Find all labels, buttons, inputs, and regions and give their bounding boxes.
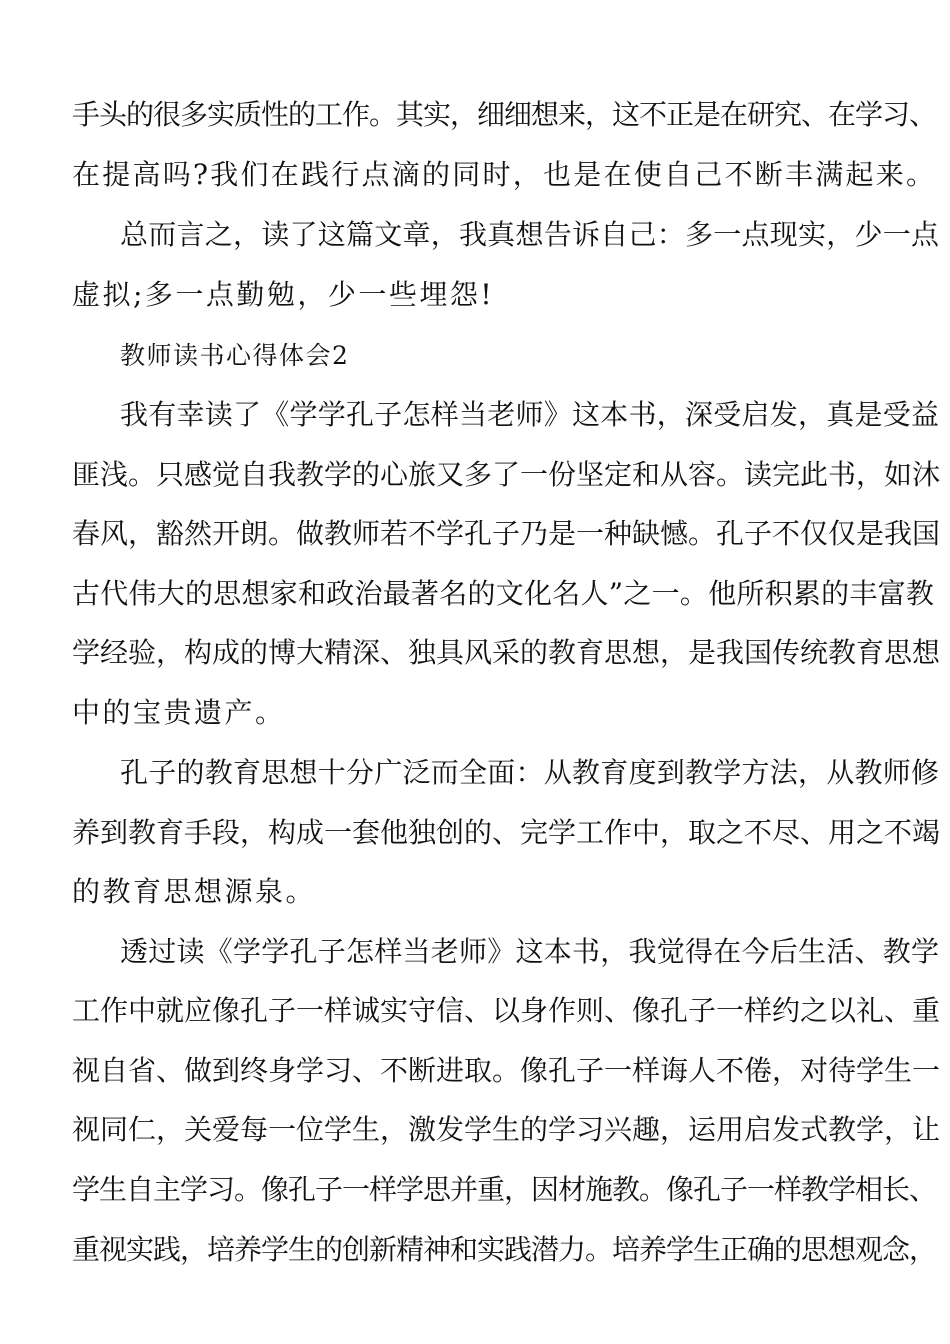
- text-line: 匪浅。只感觉自我教学的心旅又多了一份坚定和从容。读完此书，如沐: [72, 458, 941, 491]
- text-line: 工作中就应像孔子一样诚实守信、以身作则、像孔子一样约之以礼、重: [72, 994, 941, 1027]
- text-line: 学生自主学习。像孔子一样学思并重，因材施教。像孔子一样教学相长、: [72, 1173, 937, 1206]
- paragraph-start-line: 孔子的教育思想十分广泛而全面：从教育度到教学方法，从教师修: [120, 756, 940, 789]
- paragraph-start-line: 我有幸读了《学学孔子怎样当老师》这本书，深受启发，真是受益: [120, 398, 940, 431]
- paragraph-start-line: 透过读《学学孔子怎样当老师》这本书，我觉得在今后生活、教学: [120, 935, 940, 968]
- text-line: 中的宝贵遗产。: [72, 696, 286, 729]
- text-line: 在提高吗?我们在践行点滴的同时，也是在使自己不断丰满起来。: [72, 158, 937, 191]
- text-line: 的教育思想源泉。: [72, 875, 317, 908]
- text-line: 学经验，构成的博大精深、独具风采的教育思想，是我国传统教育思想: [72, 636, 941, 669]
- text-line: 重视实践，培养学生的创新精神和实践潜力。培养学生正确的思想观念，: [72, 1233, 937, 1266]
- text-line: 古代伟大的思想家和政治最著名的文化名人”之一。他所积累的丰富教: [72, 577, 935, 610]
- text-line: 虚拟;多一点勤勉，少一些埋怨!: [72, 278, 495, 311]
- text-line: 春风，豁然开朗。做教师若不学孔子乃是一种缺憾。孔子不仅仅是我国: [72, 517, 941, 550]
- section-heading: 教师读书心得体会2: [120, 341, 350, 370]
- paragraph-start-line: 总而言之，读了这篇文章，我真想告诉自己：多一点现实，少一点: [120, 218, 940, 251]
- text-line: 视同仁，关爱每一位学生，激发学生的学习兴趣，运用启发式教学，让: [72, 1113, 941, 1146]
- text-line: 视自省、做到终身学习、不断进取。像孔子一样诲人不倦，对待学生一: [72, 1054, 941, 1087]
- text-line: 养到教育手段，构成一套他独创的、完学工作中，取之不尽、用之不竭: [72, 816, 941, 849]
- text-line: 手头的很多实质性的工作。其实，细细想来，这不正是在研究、在学习、: [72, 98, 937, 131]
